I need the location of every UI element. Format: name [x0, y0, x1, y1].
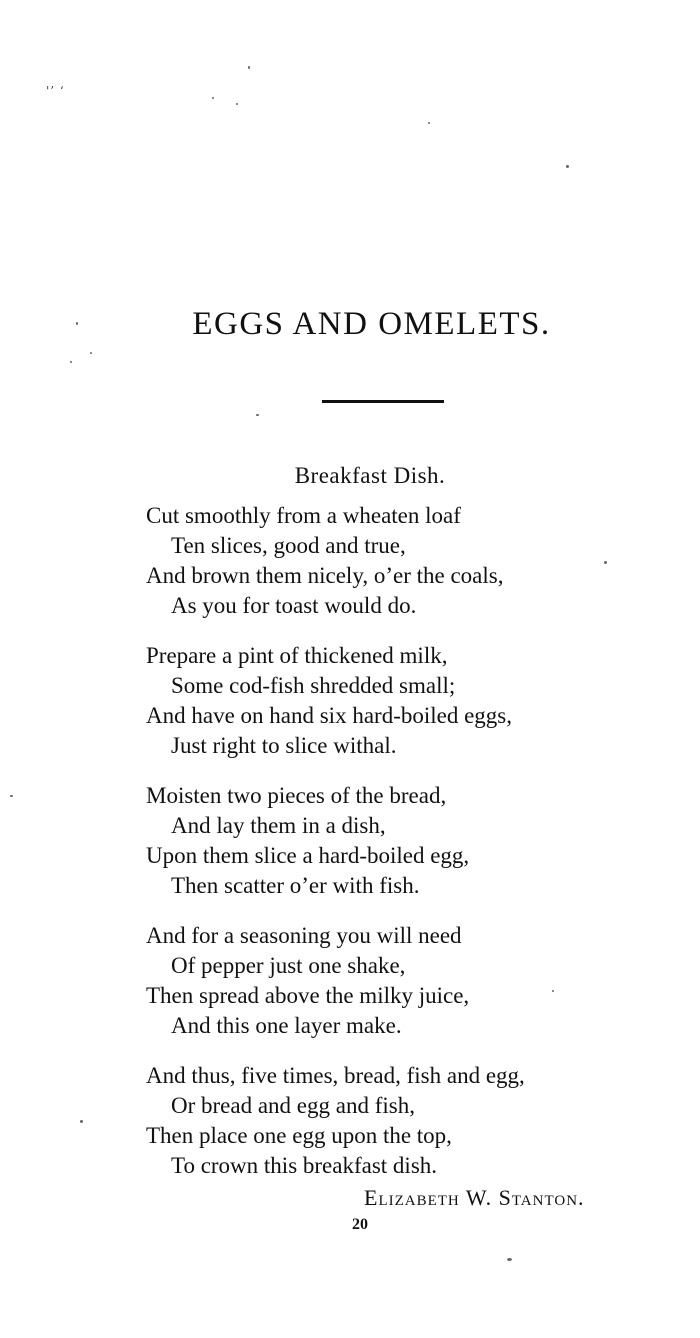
poem-line: And for a seasoning you will need: [146, 923, 462, 948]
page-speck: [10, 795, 13, 797]
poem-line: And this one layer make.: [171, 1013, 402, 1038]
page-speck: [256, 414, 259, 416]
poem-line: Of pepper just one shake,: [171, 953, 406, 978]
corner-mark: '’ ʻ: [46, 84, 65, 98]
poem-stanza: [146, 781, 646, 901]
poem-line: Then place one egg upon the top,: [146, 1123, 452, 1148]
poem-line: Cut smoothly from a wheaten loaf: [146, 503, 461, 528]
page-number: 20: [352, 1216, 368, 1233]
poem-body: [146, 501, 646, 1201]
poem-line: And thus, five times, bread, fish and egg,: [146, 1063, 525, 1088]
page-speck: [236, 103, 238, 105]
poem-line: Or bread and egg and fish,: [171, 1093, 415, 1118]
poem-line: Upon them slice a hard-boiled egg,: [146, 843, 470, 868]
poem-line: As you for toast would do.: [171, 593, 417, 618]
page-speck: [566, 165, 569, 168]
title-rule: [322, 400, 444, 403]
poem-line: Prepare a pint of thickened milk,: [146, 643, 448, 668]
poem-line: Then scatter o’er with fish.: [171, 873, 420, 898]
page-speck: [212, 97, 214, 99]
page-speck: [248, 66, 250, 69]
poem-line: Ten slices, good and true,: [171, 533, 406, 558]
poem-stanza: [146, 921, 646, 1041]
page-title: EGGS AND OMELETS.: [192, 306, 551, 342]
poem-line: Moisten two pieces of the bread,: [146, 783, 447, 808]
poem-author: Elizabeth W. Stanton.: [364, 1185, 585, 1210]
page-speck: [90, 352, 92, 354]
page-speck: [428, 122, 430, 124]
page-speck: [507, 1258, 512, 1261]
poem-line: And lay them in a dish,: [171, 813, 386, 838]
poem-title: Breakfast Dish.: [294, 463, 446, 488]
page-speck: [80, 1120, 83, 1123]
poem-line: To crown this breakfast dish.: [171, 1153, 438, 1178]
poem-stanza: [146, 641, 646, 761]
poem-line: And have on hand six hard-boiled eggs,: [146, 703, 513, 728]
poem-line: And brown them nicely, o’er the coals,: [146, 563, 504, 588]
poem-line: Just right to slice withal.: [171, 733, 397, 758]
poem-line: Some cod-fish shredded small;: [171, 673, 456, 698]
page-speck: [70, 361, 72, 363]
poem-stanza: [146, 501, 646, 621]
poem-line: Then spread above the milky juice,: [146, 983, 470, 1008]
poem-stanza: [146, 1061, 646, 1181]
